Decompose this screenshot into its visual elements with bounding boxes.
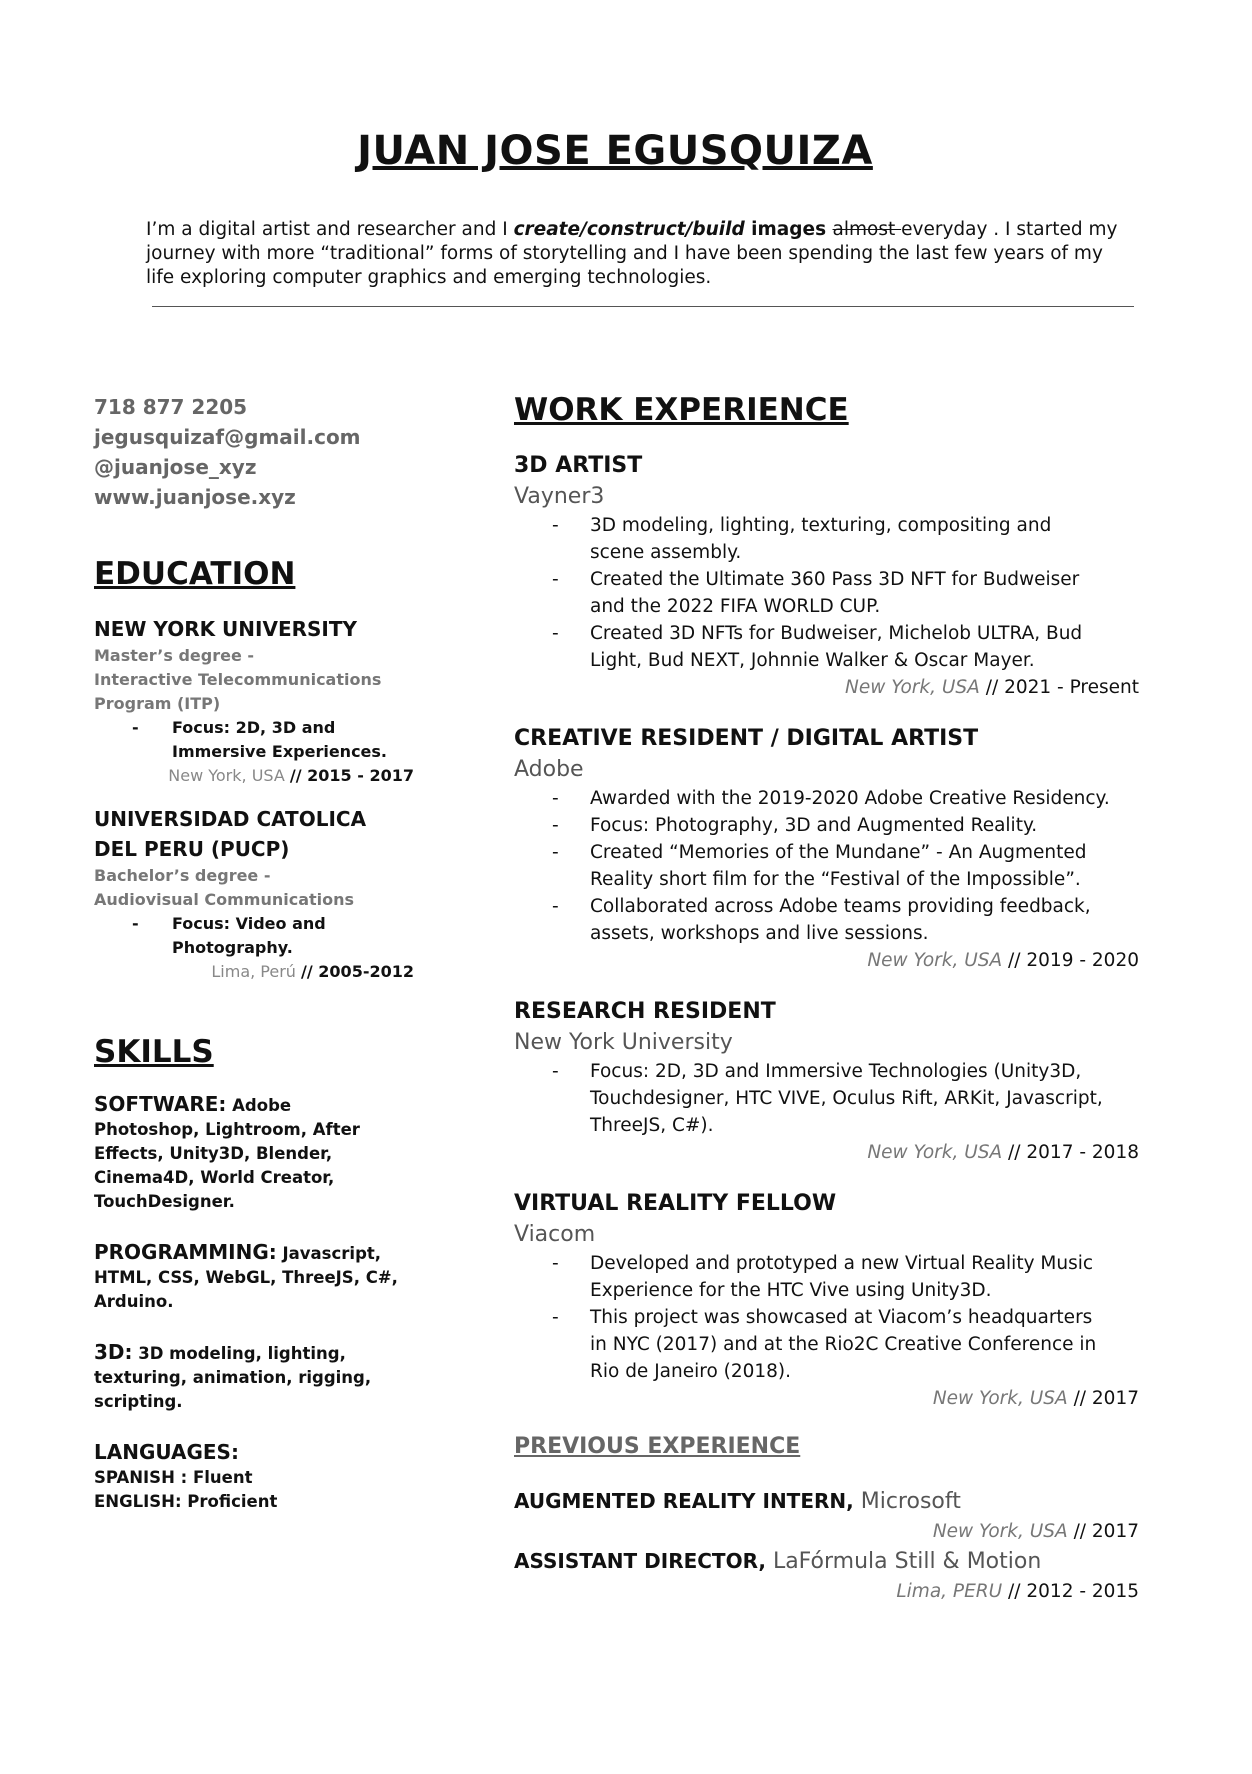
location-text: Lima, Perú <box>211 962 302 981</box>
bullet-text: Awarded with the 2019-2020 Adobe Creative Residency. <box>590 788 1110 809</box>
bullet-list <box>514 512 1139 674</box>
skill-text: 3D modeling, lighting, <box>132 1344 346 1363</box>
previous-role-line <box>514 1485 1139 1518</box>
focus-line <box>94 912 414 936</box>
bullet-item <box>514 839 1139 866</box>
school-name: DEL PERU (PUCP) <box>94 837 290 861</box>
location-text: New York, USA <box>867 1142 1009 1163</box>
bullet-dash: - <box>552 1307 559 1328</box>
bullet-list <box>514 1250 1139 1385</box>
focus-text: Focus: 2D, 3D and <box>172 718 336 737</box>
focus-text: Focus: Video and <box>172 914 326 933</box>
date-range: // 2017 <box>1073 1388 1139 1409</box>
date-range: // 2021 - Present <box>985 677 1139 698</box>
skill-key: SOFTWARE: <box>94 1092 227 1116</box>
skill-line: scripting. <box>94 1392 183 1411</box>
skill-line: HTML, CSS, WebGL, ThreeJS, C#, <box>94 1268 398 1287</box>
previous-location-dates <box>514 1518 1139 1545</box>
job-title: 3D ARTIST <box>514 453 643 478</box>
bullet-text: and the 2022 FIFA WORLD CUP. <box>590 596 881 617</box>
skill-line <box>94 1240 414 1266</box>
bullet-text: Collaborated across Adobe teams providing feedback, <box>590 896 1091 917</box>
bullet-text: ThreeJS, C#). <box>590 1115 714 1136</box>
job-location-dates <box>514 1139 1139 1166</box>
bullet-text: Experience for the HTC Vive using Unity3D. <box>590 1280 992 1301</box>
bullet-item <box>514 1085 1139 1112</box>
bullet-text: Created the Ultimate 360 Pass 3D NFT for Budweiser <box>590 569 1080 590</box>
previous-company: Microsoft <box>853 1489 961 1514</box>
previous-entry <box>514 1485 1139 1545</box>
skill-software <box>94 1092 414 1214</box>
skill-line <box>94 1340 414 1366</box>
skills-heading: SKILLS <box>94 1034 214 1070</box>
skill-line: texturing, animation, rigging, <box>94 1368 372 1387</box>
skill-key: LANGUAGES: <box>94 1440 239 1464</box>
bullet-item <box>514 647 1139 674</box>
bullet-dash: - <box>552 815 559 836</box>
bullet-text: scene assembly. <box>590 542 742 563</box>
skill-text: Javascript, <box>276 1244 382 1263</box>
date-range: // 2015 - 2017 <box>289 766 414 785</box>
intro-strike: almost <box>832 219 902 240</box>
education-location <box>94 960 414 984</box>
bullet-item <box>514 1304 1139 1331</box>
contact-phone: 718 877 2205 <box>94 395 248 419</box>
bullet-item <box>514 1112 1139 1139</box>
focus-line <box>94 716 414 740</box>
date-range: // 2012 - 2015 <box>1008 1581 1139 1602</box>
school-name: NEW YORK UNIVERSITY <box>94 617 357 641</box>
skill-line: SPANISH : Fluent <box>94 1468 253 1487</box>
location-text: New York, USA <box>844 677 986 698</box>
bullet-item <box>514 1250 1139 1277</box>
previous-role: ASSISTANT DIRECTOR, <box>514 1549 766 1573</box>
degree-line: Master’s degree - <box>94 646 255 665</box>
previous-list <box>514 1485 1139 1605</box>
bullet-text: Created “Memories of the Mundane” - An Augmented <box>590 842 1087 863</box>
skill-line: Photoshop, Lightroom, After <box>94 1120 360 1139</box>
bullet-item <box>514 1358 1139 1385</box>
job-location-dates <box>514 1385 1139 1412</box>
job-entry <box>514 723 1139 974</box>
skill-key: 3D: <box>94 1340 133 1364</box>
school-name: UNIVERSIDAD CATOLICA <box>94 807 367 831</box>
bullet-text: Reality short film for the “Festival of the Impossible”. <box>590 869 1081 890</box>
previous-role-line <box>514 1545 1139 1578</box>
intro-text-a: I’m a digital artist and researcher and I <box>146 219 514 240</box>
company-name: Viacom <box>514 1222 596 1247</box>
bullet-text: 3D modeling, lighting, texturing, compositing and <box>590 515 1052 536</box>
company-name: New York University <box>514 1030 733 1055</box>
job-location-dates <box>514 947 1139 974</box>
education-heading: EDUCATION <box>94 556 296 592</box>
date-range: // 2019 - 2020 <box>1008 950 1139 971</box>
skill-key: PROGRAMMING: <box>94 1240 277 1264</box>
date-range: // 2005-2012 <box>301 962 414 981</box>
job-list <box>514 450 1139 1412</box>
skill-line: ENGLISH: Proficient <box>94 1492 278 1511</box>
previous-entry <box>514 1545 1139 1605</box>
contact-email: jegusquizaf@gmail.com <box>94 425 361 449</box>
degree-line: Bachelor’s degree - <box>94 866 271 885</box>
bullet-list <box>514 785 1139 947</box>
education-location <box>94 764 414 788</box>
bullet-item <box>514 920 1139 947</box>
bullet-text: in NYC (2017) and at the Rio2C Creative Conference in <box>590 1334 1097 1355</box>
location-text: New York, USA <box>932 1521 1074 1542</box>
location-text: Lima, PERU <box>896 1581 1009 1602</box>
bullet-item <box>514 620 1139 647</box>
bullet-dash: - <box>552 842 559 863</box>
previous-role: AUGMENTED REALITY INTERN, <box>514 1489 854 1513</box>
skill-languages <box>94 1440 414 1514</box>
skill-text: Adobe <box>226 1096 292 1115</box>
intro-paragraph <box>146 218 1136 290</box>
bullet-dash: - <box>552 515 559 536</box>
bullet-list <box>514 1058 1139 1139</box>
contact-info <box>94 392 414 512</box>
bullet-dash: - <box>552 896 559 917</box>
bullet-item <box>514 1058 1139 1085</box>
bullet-text: Focus: Photography, 3D and Augmented Reality. <box>590 815 1038 836</box>
skill-line: Effects, Unity3D, Blender, <box>94 1144 333 1163</box>
location-text: New York, USA <box>867 950 1009 971</box>
job-entry <box>514 450 1139 701</box>
bullet-text: Created 3D NFTs for Budweiser, Michelob ULTRA, Bud <box>590 623 1083 644</box>
bullet-item <box>514 866 1139 893</box>
right-column <box>514 392 1139 1605</box>
bullet-item <box>514 566 1139 593</box>
education-item <box>94 614 414 788</box>
skill-3d <box>94 1340 414 1414</box>
skill-line: Arduino. <box>94 1292 174 1311</box>
bullet-text: Developed and prototyped a new Virtual Reality Music <box>590 1253 1094 1274</box>
job-location-dates <box>514 674 1139 701</box>
job-entry <box>514 996 1139 1166</box>
job-title: VIRTUAL REALITY FELLOW <box>514 1191 837 1216</box>
education-item <box>94 804 414 984</box>
date-range: // 2017 <box>1073 1521 1139 1542</box>
left-column <box>94 392 414 1514</box>
focus-text: Immersive Experiences. <box>172 742 388 761</box>
bullet-item <box>514 539 1139 566</box>
location-text: New York, USA <box>932 1388 1074 1409</box>
bullet-text: Light, Bud NEXT, Johnnie Walker & Oscar Mayer. <box>590 650 1035 671</box>
previous-company: LaFórmula Still & Motion <box>765 1549 1042 1574</box>
bullet-dash: - <box>132 718 139 737</box>
contact-website: www.juanjose.xyz <box>94 485 296 509</box>
work-heading: WORK EXPERIENCE <box>514 392 849 428</box>
bullet-text: Focus: 2D, 3D and Immersive Technologies (Unity3D, <box>590 1061 1082 1082</box>
degree-line: Program (ITP) <box>94 694 221 713</box>
resume-name: JUAN JOSE EGUSQUIZA <box>357 128 873 174</box>
company-name: Adobe <box>514 757 584 782</box>
focus-text: Photography. <box>172 938 293 957</box>
bullet-item <box>514 1277 1139 1304</box>
date-range: // 2017 - 2018 <box>1008 1142 1139 1163</box>
bullet-dash: - <box>552 623 559 644</box>
skill-line: Cinema4D, World Creator, <box>94 1168 335 1187</box>
focus-line <box>94 936 414 960</box>
bullet-dash: - <box>552 788 559 809</box>
skill-line <box>94 1092 414 1118</box>
bullet-dash: - <box>132 914 139 933</box>
bullet-item <box>514 1331 1139 1358</box>
intro-text-b: everyday . I started my journey with more “traditional” forms of storytelling and I have been spending the last few years of my life exploring computer graphics and emerging technologies. <box>146 219 1118 288</box>
focus-line <box>94 740 414 764</box>
location-text: New York, USA <box>168 766 290 785</box>
bullet-text: This project was showcased at Viacom’s headquarters <box>590 1307 1093 1328</box>
bullet-item <box>514 812 1139 839</box>
bullet-item <box>514 593 1139 620</box>
bullet-dash: - <box>552 1061 559 1082</box>
bullet-item <box>514 512 1139 539</box>
bullet-text: Rio de Janeiro (2018). <box>590 1361 792 1382</box>
bullet-text: Touchdesigner, HTC VIVE, Oculus Rift, ARKit, Javascript, <box>590 1088 1103 1109</box>
job-title: RESEARCH RESIDENT <box>514 999 776 1024</box>
job-entry <box>514 1188 1139 1412</box>
skill-line: TouchDesigner. <box>94 1192 235 1211</box>
degree-line: Audiovisual Communications <box>94 890 355 909</box>
intro-emphasis: create/construct/build <box>513 219 745 240</box>
job-title: CREATIVE RESIDENT / DIGITAL ARTIST <box>514 726 979 751</box>
bullet-dash: - <box>552 569 559 590</box>
bullet-text: assets, workshops and live sessions. <box>590 923 929 944</box>
contact-handle: @juanjose_xyz <box>94 455 257 479</box>
skill-line <box>94 1440 414 1466</box>
bullet-item <box>514 785 1139 812</box>
skill-programming <box>94 1240 414 1314</box>
bullet-dash: - <box>552 1253 559 1274</box>
company-name: Vayner3 <box>514 484 605 509</box>
header-divider <box>152 306 1134 307</box>
previous-location-dates <box>514 1578 1139 1605</box>
previous-heading: PREVIOUS EXPERIENCE <box>514 1434 801 1459</box>
bullet-item <box>514 893 1139 920</box>
degree-line: Interactive Telecommunications <box>94 670 382 689</box>
intro-bold: images <box>744 219 833 240</box>
